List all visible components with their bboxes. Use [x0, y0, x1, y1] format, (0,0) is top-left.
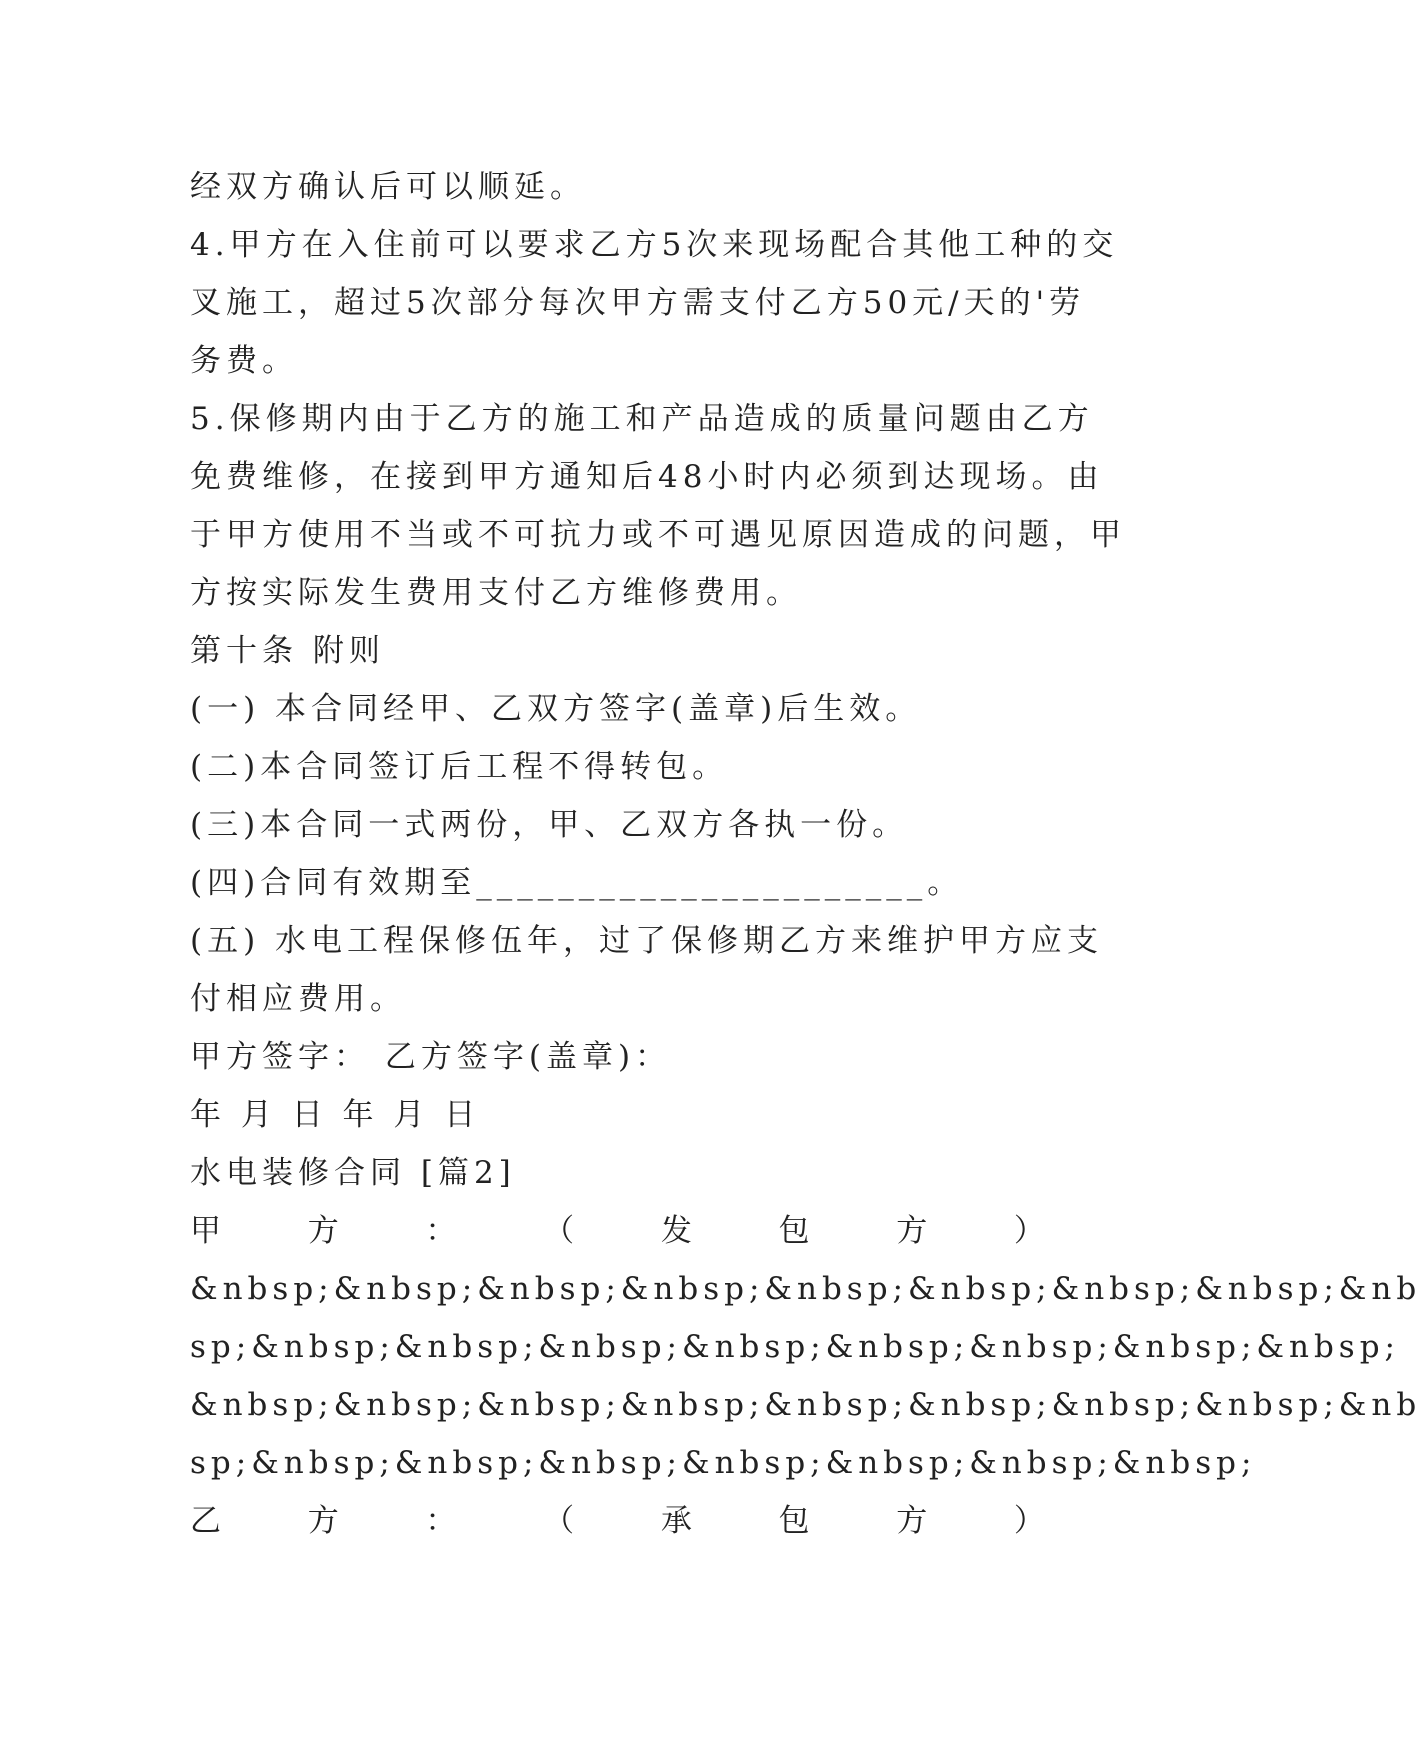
party-b-char: 乙 — [190, 1503, 221, 1539]
party-a-char: ： — [425, 1213, 457, 1249]
party-b-char: 方 — [896, 1503, 928, 1539]
text-line: (五) 水电工程保修伍年，过了保修期乙方来维护甲方应支 — [190, 923, 1104, 959]
text-line: (一) 本合同经甲、乙双方签字(盖章)后生效。 — [190, 691, 922, 727]
date-line: 年 月 日 年 月 日 — [190, 1097, 481, 1133]
party-b-char: ） — [1013, 1503, 1045, 1539]
party-b-char: 包 — [778, 1503, 810, 1539]
party-a-char: 方 — [307, 1213, 339, 1249]
nbsp-text-line: &nbsp;&nbsp;&nbsp;&nbsp;&nbsp;&nbsp;&nbsp;&nbsp;&nb — [190, 1271, 1421, 1307]
text-line: (二)本合同签订后工程不得转包。 — [190, 749, 729, 785]
text-line: 经双方确认后可以顺延。 — [190, 169, 586, 205]
party-b-char: ： — [425, 1503, 457, 1539]
document-page — [190, 158, 1421, 1550]
text-line: (四)合同有效期至______________________。 — [190, 865, 964, 901]
text-line: 务费。 — [190, 343, 298, 379]
document-title: 水电装修合同 [篇2] — [190, 1155, 516, 1191]
party-a-line — [190, 1202, 1045, 1260]
text-line: (三)本合同一式两份，甲、乙双方各执一份。 — [190, 807, 909, 843]
party-a-char: ） — [1013, 1213, 1045, 1249]
text-line: 4.甲方在入住前可以要求乙方5次来现场配合其他工种的交 — [190, 227, 1119, 263]
party-a-char: 发 — [660, 1213, 692, 1249]
party-a-char: （ — [543, 1213, 575, 1249]
party-b-line — [190, 1492, 1045, 1550]
nbsp-text-line: sp;&nbsp;&nbsp;&nbsp;&nbsp;&nbsp;&nbsp;&nbsp; — [190, 1445, 1257, 1481]
text-line: 付相应费用。 — [190, 981, 406, 1017]
nbsp-text-line: sp;&nbsp;&nbsp;&nbsp;&nbsp;&nbsp;&nbsp;&nbsp;&nbsp; — [190, 1329, 1401, 1365]
party-a-char: 甲 — [190, 1213, 221, 1249]
party-b-char: （ — [543, 1503, 575, 1539]
text-line: 免费维修，在接到甲方通知后48小时内必须到达现场。由 — [190, 459, 1104, 495]
text-line: 于甲方使用不当或不可抗力或不可遇见原因造成的问题，甲 — [190, 517, 1126, 553]
text-line: 方按实际发生费用支付乙方维修费用。 — [190, 575, 802, 611]
text-line: 叉施工，超过5次部分每次甲方需支付乙方50元/天的'劳 — [190, 285, 1086, 321]
section-heading: 第十条 附则 — [190, 633, 385, 669]
party-b-char: 方 — [307, 1503, 339, 1539]
signature-line: 甲方签字： 乙方签字(盖章)： — [190, 1039, 672, 1075]
text-line: 5.保修期内由于乙方的施工和产品造成的质量问题由乙方 — [190, 401, 1094, 437]
party-b-char: 承 — [660, 1503, 692, 1539]
nbsp-text-line: &nbsp;&nbsp;&nbsp;&nbsp;&nbsp;&nbsp;&nbsp;&nbsp;&nb — [190, 1387, 1421, 1423]
party-a-char: 方 — [896, 1213, 928, 1249]
party-a-char: 包 — [778, 1213, 810, 1249]
